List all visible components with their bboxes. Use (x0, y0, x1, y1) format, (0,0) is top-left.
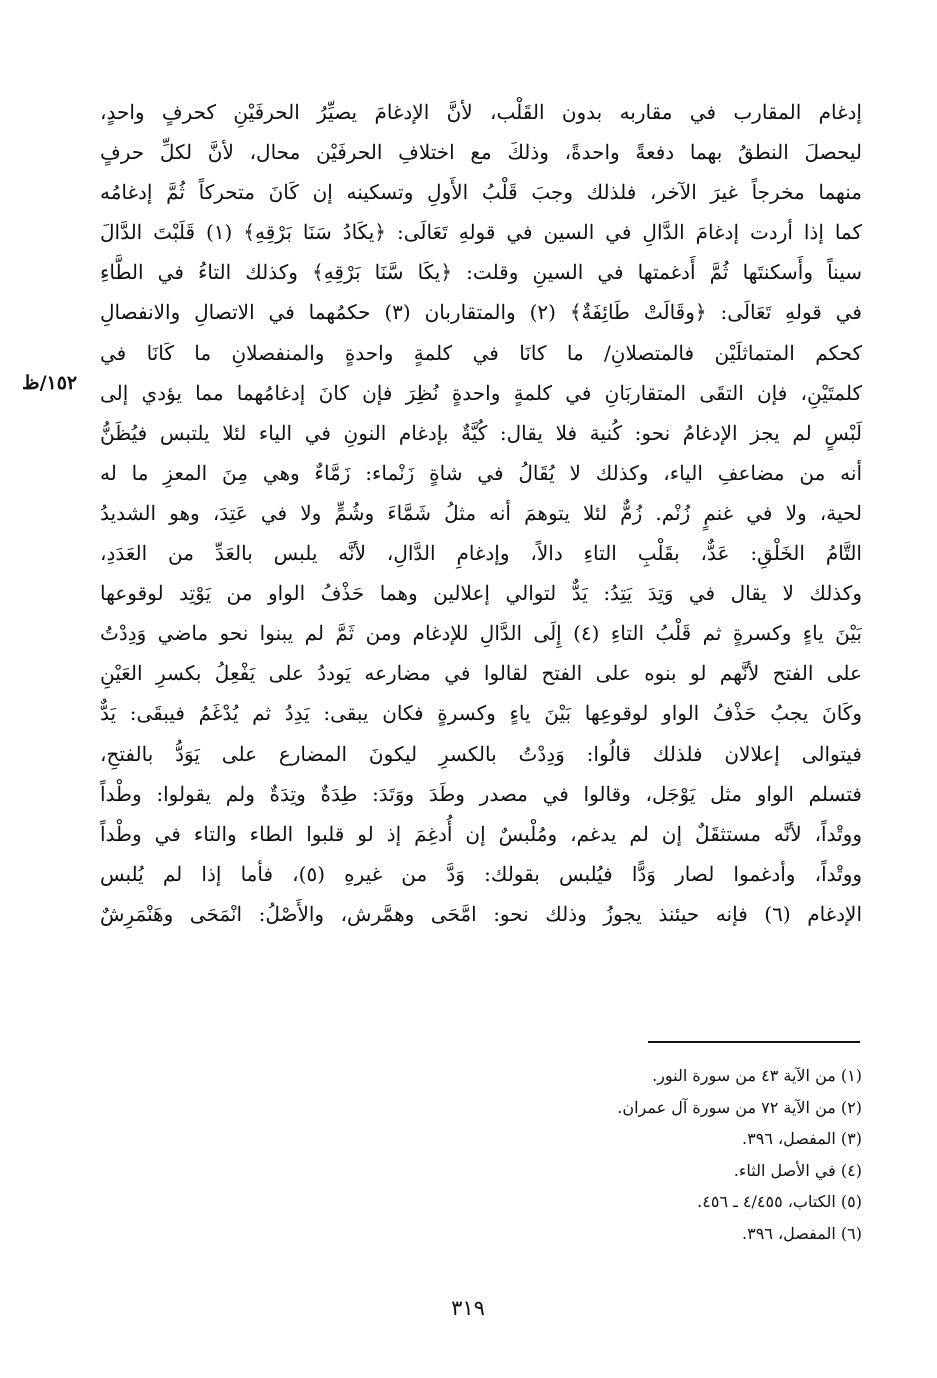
text-line: لحية، ولا في غنمٍ زُنْم. زُمٌّ لئلا يتوهمَ أنه مثلُ شَمَّاءَ وشُمٍّ ولا في عَتِدَ، وهو الشديدُ (100, 500, 862, 525)
text-line: ليحصلَ النطقُ بهما دفعةً واحدةً، وذلكَ مع اختلافِ الحرفَيْن محال، لأنَّ لكلِّ حرفٍ (100, 140, 862, 165)
text-line: سيناً وأَسكنتَها ثُمَّ أَدغمتها في السينِ وقلت: ﴿يكَا سَّنَا بَرْقِهِ﴾ وكذلك التاءُ في الطَّاءِ (100, 260, 862, 285)
text-line: كحكم المتماثلَيْن فالمتصلانِ/ ما كانَا في كلمةٍ واحدةٍ والمنفصلانِ ما كَانَا في (100, 340, 862, 365)
main-text (100, 92, 862, 934)
text-line: التَّامُ الخَلْقِ: عَدٌّ، بقَلْبِ التاءِ دالاً، وإدغامِ الدَّالِ، لأنَّه يلبس بالعَدِّ من العَدَدِ، (100, 541, 862, 566)
footnote-item: (٥) الكتاب، ٤/٤٥٥ ـ ٤٥٦. (697, 1192, 862, 1211)
text-line: ووتْداً، لأنَّه مستثقَلٌ إن لم يدغم، ومُلْبسٌ إن أُدغِمَ إذ لو قلبوا الطاء والتاء في وطْداً (100, 821, 862, 846)
text-line: كلمتَيْنِ، فإن التقَى المتقاربَانِ في كلمةٍ واحدةٍ نُظِرَ فإن كانَ إدغامُهما مما يؤدي إلى (100, 380, 862, 405)
text-line: لَبْسٍ لم يجز الإدغامُ نحو: كُنية فلا يقال: كُيَّةٌ بإدغام النونِ في الياء لئلا يلتبس فيُظَنُّ (100, 420, 862, 445)
text-line: بَيْنَ ياءٍ وكسرةٍ ثم قَلْبُ التاءِ (٤) إِلَى الدَّالِ للإدغام ومن ثَمَّ لم يبنوا نحو ماضي وَدِدْتُ (100, 621, 862, 646)
text-line: في قولهِ تَعَالَى: ﴿وقَالَتْ طَائِفَةٌ﴾ (٢) والمتقاربان (٣) حكمُهما في الاتصالِ والانفصالِ (100, 300, 862, 325)
footnote-divider (648, 1041, 860, 1043)
footnote-item: (١) من الآية ٤٣ من سورة النور. (652, 1066, 862, 1085)
text-line: الإدغام (٦) فإنه حيئنذ يجوزُ وذلك نحو: امَّحَى وهمَّرش، والأَصْلُ: انْمَحَى وهَنْمَرِشٌ (100, 901, 862, 926)
footnote-item: (٦) المفصل، ٣٩٦. (742, 1223, 862, 1243)
text-line: وكَانَ يجبُ حَذْفُ الواو لوقوعِها بَيْنَ ياءٍ وكسرةٍ فكان يبقى: يَدِدُ ثم يُدْغَمُ فيبقَى: يَدٌّ (100, 701, 862, 726)
text-line: ووتْداً، وأدغموا لصار وَدًّا فيُلبس بقولك: وَدَّ من غيرهِ (٥)، فأما إذا لم يُلبس (100, 861, 862, 886)
footnote-item: (٢) من الآية ٧٢ من سورة آل عمران. (617, 1097, 862, 1117)
text-line: منهما مخرجاً غيرَ الآخر، فلذلك وجبَ قَلْبُ الأَولِ وتسكينه إن كَانَ متحركاً ثُمَّ إدغامُه (100, 180, 862, 205)
footnote-item: (٤) في الأصل الثاء. (733, 1160, 862, 1180)
page-number: ٣١٩ (451, 1296, 485, 1320)
text-line: على الفتح لأنَّهم لو بنوه على الفتح لقالوا في مضارعه يَوددُ على يَفْعِلُ بكسرِ العَيْنِ (100, 661, 862, 686)
text-line: أنه من مضاعفِ الياء، وكذلك لا يُقَالُ في شاةٍ زَنْماء: زَمَّاءٌ وهي مِنَ المعزِ ما له (100, 460, 862, 485)
footnote-item: (٣) المفصل، ٣٩٦. (742, 1129, 862, 1148)
manuscript-folio-marker: ١٥٢/ظ (22, 372, 78, 394)
text-line: فيتوالى إعلالان فلذلك قالُوا: وَدِدْتُ بالكسرِ ليكونَ المضارع على يَوَدُّ بالفتحِ، (100, 741, 862, 766)
footnotes (300, 1060, 862, 1249)
text-line: كما إذا أردت إدغامَ الدَّالِ في السين في قولهِ تَعَالَى: ﴿يكَادُ سَنَا بَرْقِهِ﴾ (١) قَلَبْتَ الدَّالَ (100, 220, 862, 245)
text-line: إدغام المقارب في مقاربه بدون القَلْب، لأنَّ الإدغامَ يصيِّرُ الحرفَيْنِ كحرفٍ واحدٍ، (100, 100, 862, 124)
text-line: فتسلم الواو مثل يَوْجَل، وقالوا في مصدر وطَدَ ووَتَدَ: طِدَةٌ وتِدَةٌ ولم يقولوا: وطْداً (100, 781, 862, 806)
text-line: وكذلك لا يقال في وَتِدَ يَتِدُ: يَدٌّ لتوالي إعلالين وهما حَذْفُ الواو من يَوْتِد لوقوعها (100, 581, 862, 606)
